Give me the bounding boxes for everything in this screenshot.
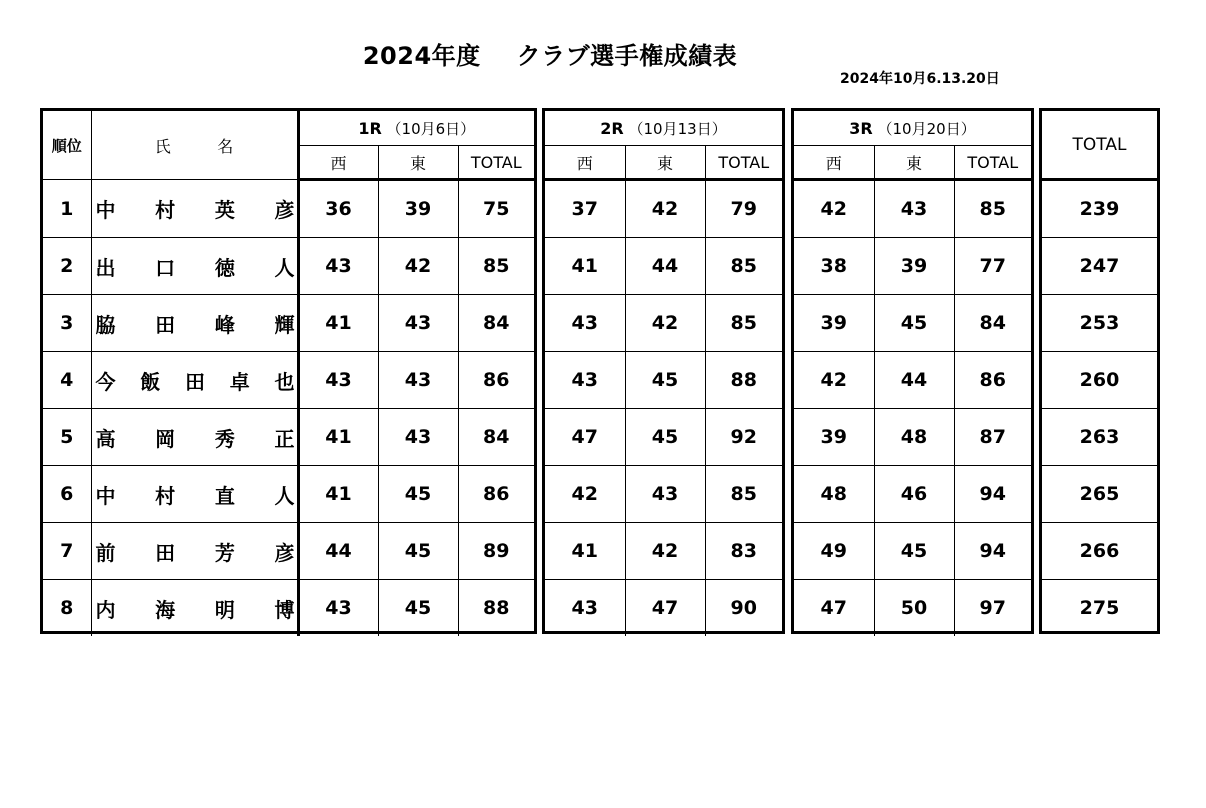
rank-cell: 1 (43, 180, 91, 238)
table-row (1042, 238, 1157, 295)
r3-east-score: 44 (874, 352, 954, 409)
rank-cell: 4 (43, 352, 91, 409)
r2-round-total: 85 (705, 466, 782, 523)
table-row (1042, 352, 1157, 409)
player-name-cell (91, 352, 298, 409)
r3-west-score: 38 (794, 238, 874, 295)
player-name-cell (91, 466, 298, 523)
player-name-cell (91, 180, 298, 238)
round-total-header: TOTAL (705, 146, 782, 180)
table-row (43, 295, 534, 352)
r2-east-score: 42 (625, 523, 705, 580)
table-row (43, 580, 534, 637)
r3-west-score: 49 (794, 523, 874, 580)
r1-round-total: 75 (458, 180, 534, 238)
rank-cell: 6 (43, 466, 91, 523)
player-name (96, 423, 295, 452)
round-total-header: TOTAL (458, 146, 534, 180)
r2-west-score: 47 (545, 409, 625, 466)
player-name (96, 194, 295, 223)
r3-east-score: 45 (874, 295, 954, 352)
table-row (545, 409, 782, 466)
rank-cell: 3 (43, 295, 91, 352)
r2-west-score: 42 (545, 466, 625, 523)
r3-round-total: 87 (954, 409, 1031, 466)
table-row (545, 352, 782, 409)
name-char: 高 (95, 426, 116, 451)
r1-west-score: 43 (298, 238, 378, 295)
r1-west-score: 43 (298, 580, 378, 637)
round-date: （10月20日） (877, 119, 976, 138)
name-header (91, 111, 298, 180)
name-char: 彦 (274, 540, 295, 565)
name-char: 秀 (214, 426, 235, 451)
r1-round-total: 86 (458, 466, 534, 523)
r1-east-score: 39 (378, 180, 458, 238)
table-row (43, 409, 534, 466)
r1-west-score: 36 (298, 180, 378, 238)
table-block-grand-total (1039, 108, 1160, 634)
r3-west-score: 39 (794, 409, 874, 466)
name-char: 博 (274, 597, 295, 622)
table-row (43, 180, 534, 238)
player-name (96, 537, 295, 566)
page-title (0, 36, 1100, 71)
name-char: 村 (155, 483, 176, 508)
name-char: 岡 (155, 426, 176, 451)
r3-round-total: 77 (954, 238, 1031, 295)
r2-round-total: 85 (705, 238, 782, 295)
r1-round-total: 84 (458, 409, 534, 466)
player-name-cell (91, 523, 298, 580)
player-name-cell (91, 580, 298, 637)
r1-east-score: 43 (378, 295, 458, 352)
round-3-header (794, 111, 1031, 146)
r2-east-score: 45 (625, 409, 705, 466)
r1-round-total: 85 (458, 238, 534, 295)
rank-cell: 8 (43, 580, 91, 637)
table-row (43, 523, 534, 580)
r3-east-score: 39 (874, 238, 954, 295)
name-char: 脇 (95, 312, 116, 337)
r2-west-score: 43 (545, 295, 625, 352)
r2-east-score: 47 (625, 580, 705, 637)
r3-round-total: 85 (954, 180, 1031, 238)
name-char: 中 (95, 198, 116, 222)
r1-west-score: 44 (298, 523, 378, 580)
r3-west-score: 48 (794, 466, 874, 523)
table-block-round3 (791, 108, 1034, 634)
r3-round-total: 84 (954, 295, 1031, 352)
player-name-cell (91, 295, 298, 352)
round-label: 2R (600, 118, 624, 138)
table-row (794, 180, 1031, 238)
r3-east-score: 50 (874, 580, 954, 637)
r3-east-score: 43 (874, 180, 954, 238)
round-label: 3R (849, 118, 873, 138)
east-header: 東 (625, 146, 705, 180)
r3-east-score: 45 (874, 523, 954, 580)
name-char: 輝 (274, 312, 295, 337)
r3-round-total: 97 (954, 580, 1031, 637)
name-char: 内 (95, 597, 116, 622)
rank-cell: 2 (43, 238, 91, 295)
name-char: 峰 (214, 312, 235, 337)
table-row (545, 466, 782, 523)
name-char: 明 (214, 597, 235, 622)
table-row (545, 523, 782, 580)
round-label: 1R (358, 118, 382, 138)
name-char: 彦 (274, 198, 295, 222)
rank-cell: 5 (43, 409, 91, 466)
r2-round-total: 79 (705, 180, 782, 238)
table-row (43, 238, 534, 295)
r2-east-score: 43 (625, 466, 705, 523)
table-row (794, 352, 1031, 409)
r1-east-score: 42 (378, 238, 458, 295)
r3-west-score: 42 (794, 352, 874, 409)
grand-total-cell: 263 (1042, 409, 1157, 466)
r1-east-score: 43 (378, 409, 458, 466)
name-char: 飯 (140, 369, 161, 394)
name-char: 村 (155, 198, 176, 222)
r1-round-total: 88 (458, 580, 534, 637)
east-header: 東 (378, 146, 458, 180)
table-row (545, 295, 782, 352)
table-row (545, 238, 782, 295)
r1-west-score: 41 (298, 409, 378, 466)
r2-round-total: 88 (705, 352, 782, 409)
r3-west-score: 39 (794, 295, 874, 352)
r2-west-score: 41 (545, 238, 625, 295)
r2-round-total: 83 (705, 523, 782, 580)
r2-round-total: 92 (705, 409, 782, 466)
table-row (794, 523, 1031, 580)
table-row (794, 466, 1031, 523)
r2-west-score: 43 (545, 352, 625, 409)
round-date: （10月6日） (386, 119, 476, 138)
title-name: クラブ選手権成績表 (516, 42, 738, 70)
r2-east-score: 42 (625, 180, 705, 238)
r1-round-total: 84 (458, 295, 534, 352)
table-block-round1 (40, 108, 537, 634)
player-name-cell (91, 238, 298, 295)
round-total-header: TOTAL (954, 146, 1031, 180)
grand-total-cell: 253 (1042, 295, 1157, 352)
table-row (1042, 580, 1157, 637)
r2-round-total: 85 (705, 295, 782, 352)
r3-round-total: 94 (954, 466, 1031, 523)
r3-round-total: 86 (954, 352, 1031, 409)
table-row (1042, 466, 1157, 523)
table-row (1042, 180, 1157, 238)
r1-round-total: 89 (458, 523, 534, 580)
west-header: 西 (545, 146, 625, 180)
name-header-char: 名 (217, 136, 234, 156)
name-char: 中 (95, 483, 116, 508)
name-char: 田 (155, 312, 176, 337)
table-row (43, 466, 534, 523)
table-row (43, 352, 534, 409)
rank-header: 順位 (43, 111, 91, 180)
r1-east-score: 45 (378, 466, 458, 523)
name-char: 卓 (229, 369, 250, 394)
r2-west-score: 37 (545, 180, 625, 238)
grand-total-cell: 266 (1042, 523, 1157, 580)
r3-east-score: 46 (874, 466, 954, 523)
name-char: 海 (155, 597, 176, 622)
grand-total-cell: 260 (1042, 352, 1157, 409)
west-header: 西 (298, 146, 378, 180)
grand-total-cell: 239 (1042, 180, 1157, 238)
name-char: 人 (274, 255, 295, 280)
grand-total-cell: 275 (1042, 580, 1157, 637)
round-date: （10月13日） (628, 119, 727, 138)
player-name (96, 594, 295, 623)
player-name (96, 480, 295, 509)
player-name (96, 309, 295, 338)
east-header: 東 (874, 146, 954, 180)
r1-east-score: 43 (378, 352, 458, 409)
name-char: 人 (274, 483, 295, 508)
r1-east-score: 45 (378, 580, 458, 637)
name-char: 也 (274, 369, 295, 394)
table-row (794, 295, 1031, 352)
r2-east-score: 45 (625, 352, 705, 409)
table-row (794, 238, 1031, 295)
r1-west-score: 43 (298, 352, 378, 409)
event-dates: 2024年10月6.13.20日 (840, 71, 1000, 87)
r2-west-score: 43 (545, 580, 625, 637)
r3-round-total: 94 (954, 523, 1031, 580)
name-char: 出 (95, 255, 116, 280)
title-year: 2024年度 (362, 42, 481, 70)
table-row (545, 580, 782, 637)
table-row (794, 580, 1031, 637)
table-row (545, 180, 782, 238)
grand-total-cell: 247 (1042, 238, 1157, 295)
table-row (1042, 523, 1157, 580)
name-char: 口 (155, 255, 176, 280)
r2-east-score: 42 (625, 295, 705, 352)
round-1-header (298, 111, 534, 146)
r1-east-score: 45 (378, 523, 458, 580)
r2-west-score: 41 (545, 523, 625, 580)
r1-round-total: 86 (458, 352, 534, 409)
r3-west-score: 47 (794, 580, 874, 637)
table-row (1042, 295, 1157, 352)
player-name (96, 252, 295, 281)
player-name-cell (91, 409, 298, 466)
west-header: 西 (794, 146, 874, 180)
table-block-round2 (542, 108, 785, 634)
grand-total-header: TOTAL (1042, 111, 1157, 180)
r3-east-score: 48 (874, 409, 954, 466)
name-char: 正 (274, 426, 295, 451)
rank-cell: 7 (43, 523, 91, 580)
name-header-char: 氏 (154, 136, 171, 156)
player-name (96, 366, 295, 395)
name-char: 今 (95, 369, 116, 394)
r1-west-score: 41 (298, 295, 378, 352)
name-char: 徳 (214, 255, 235, 280)
name-char: 直 (214, 483, 235, 508)
name-char: 田 (155, 540, 176, 565)
name-char: 英 (214, 198, 235, 222)
name-char: 前 (95, 540, 116, 565)
r2-east-score: 44 (625, 238, 705, 295)
table-row (794, 409, 1031, 466)
round-2-header (545, 111, 782, 146)
name-char: 田 (185, 369, 205, 394)
name-char: 芳 (214, 540, 235, 565)
r3-west-score: 42 (794, 180, 874, 238)
r1-west-score: 41 (298, 466, 378, 523)
table-row (1042, 409, 1157, 466)
r2-round-total: 90 (705, 580, 782, 637)
grand-total-cell: 265 (1042, 466, 1157, 523)
